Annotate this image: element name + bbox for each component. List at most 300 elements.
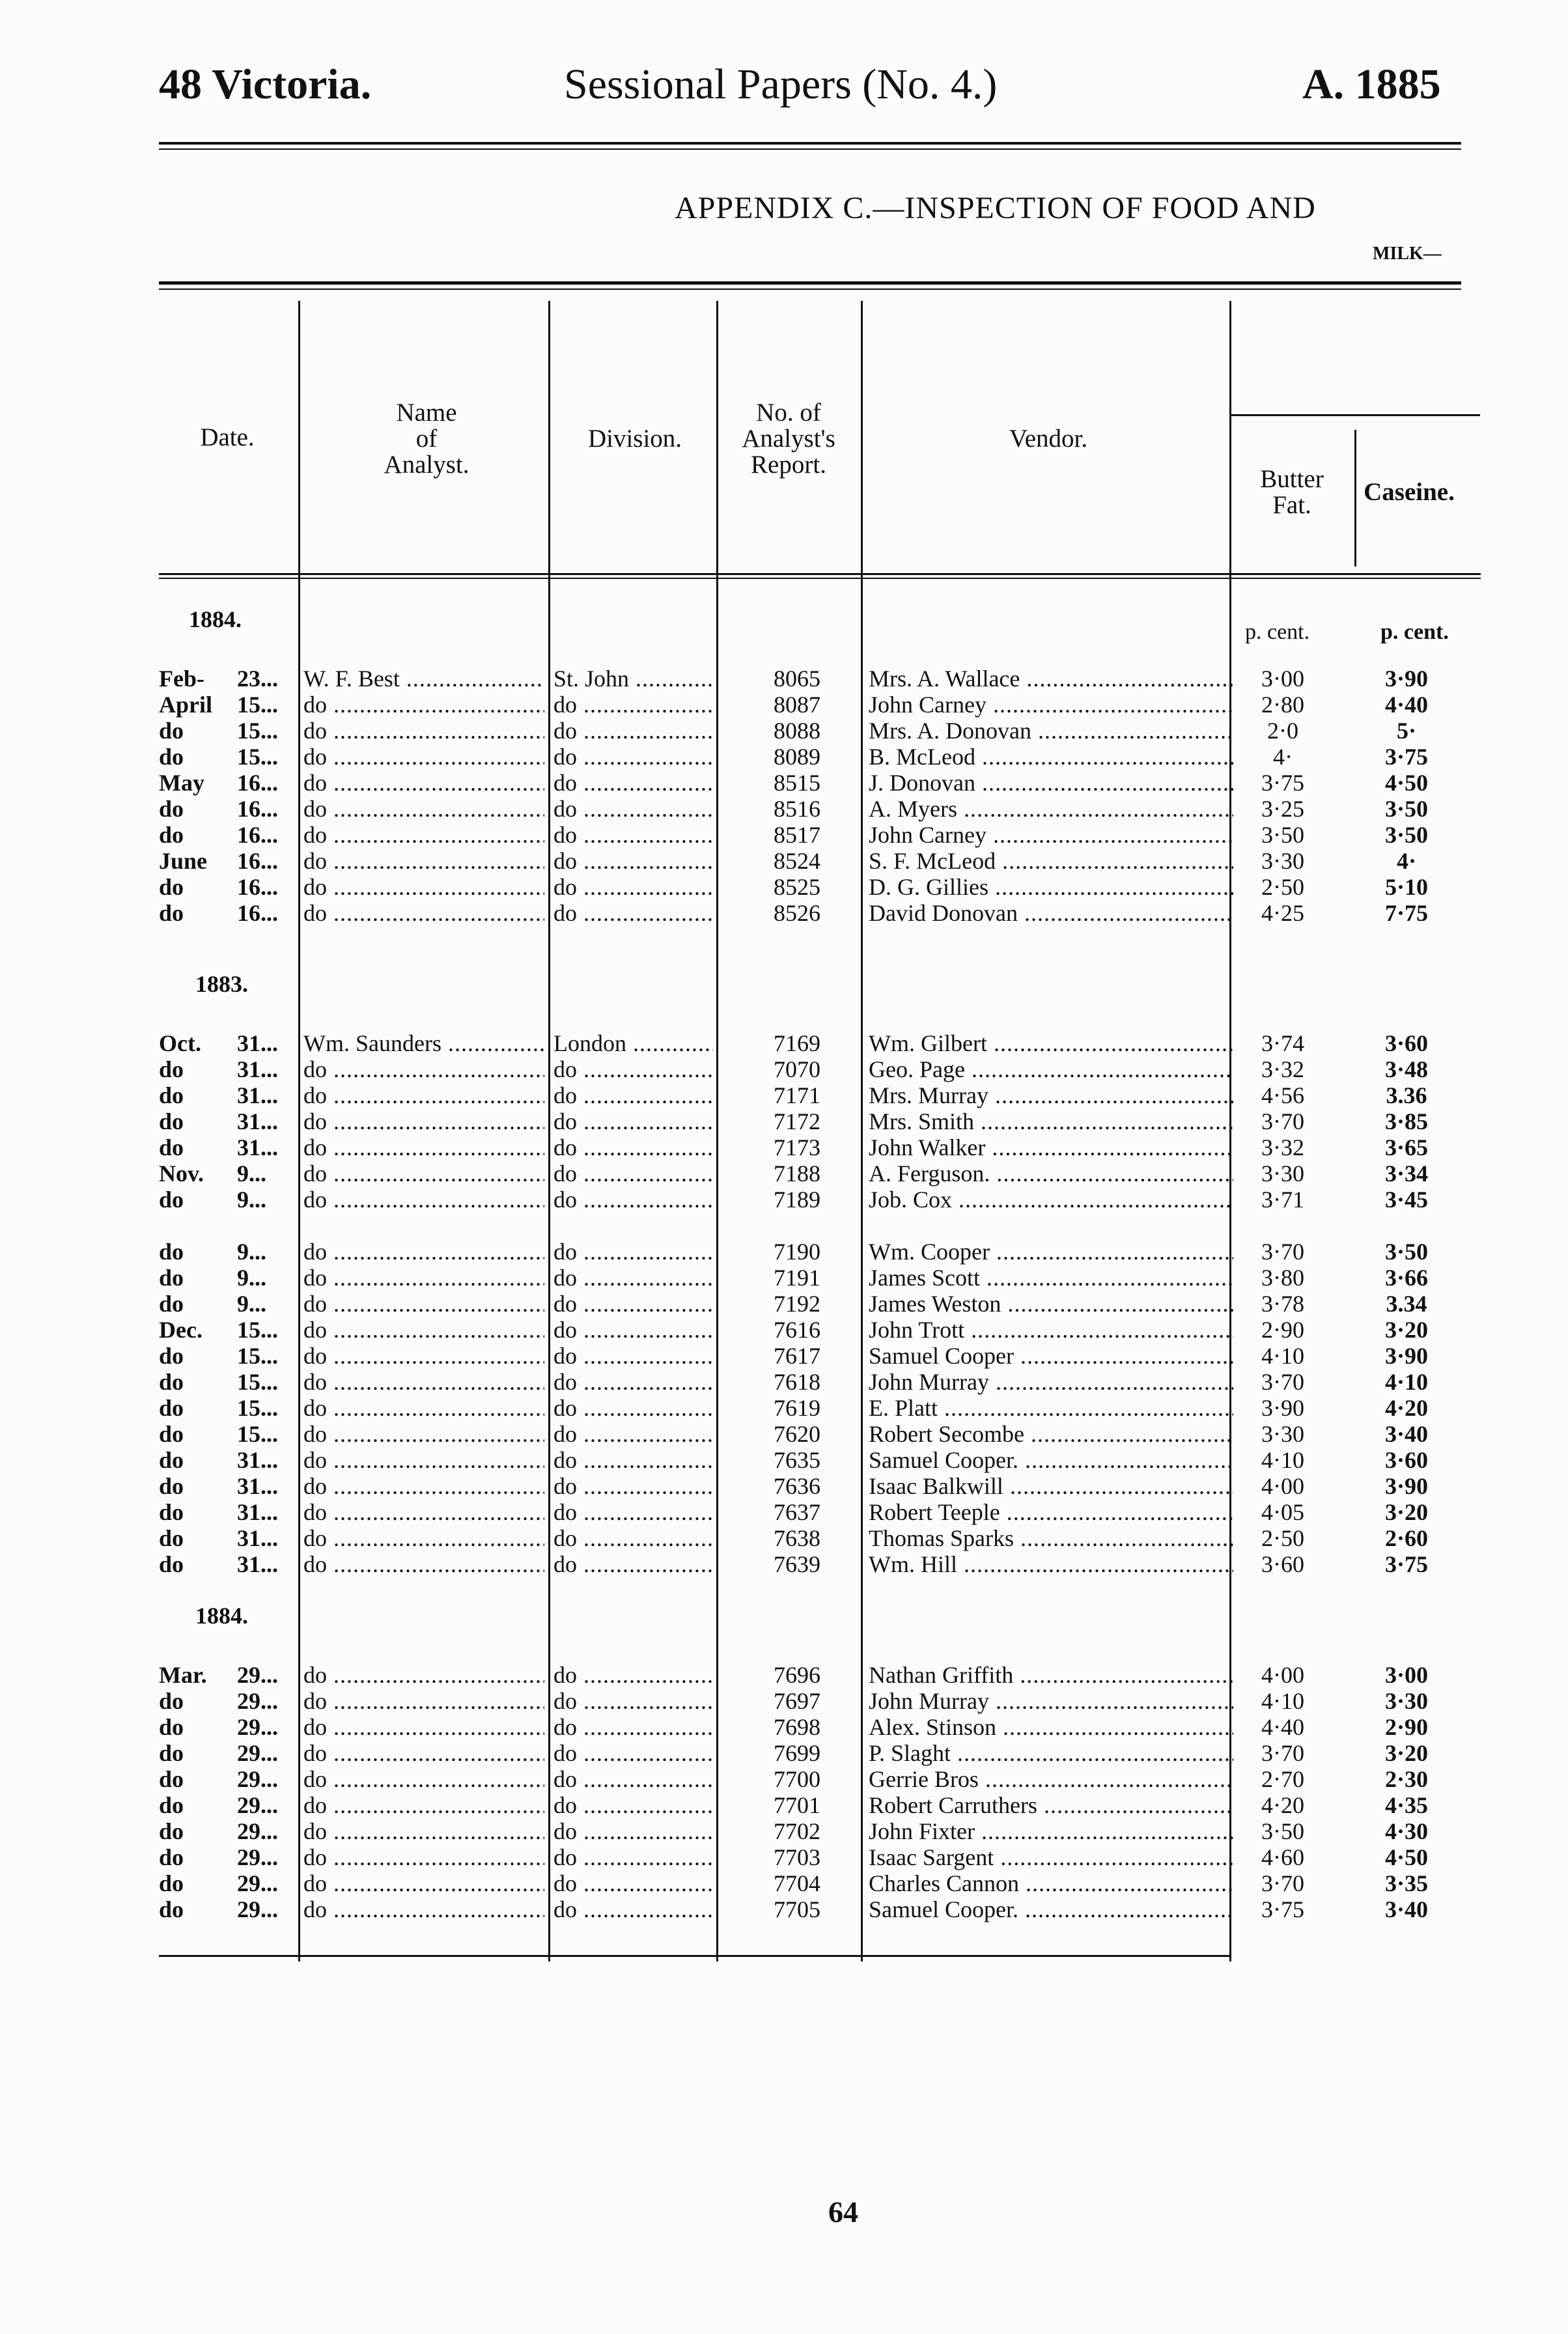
butter-fat-cell: 3·70 (1261, 1740, 1304, 1766)
butter-fat-cell: 4·60 (1261, 1844, 1304, 1870)
table-row (0, 1447, 1568, 1473)
division-cell: do ..... (553, 718, 713, 744)
analyst-cell: do ..... (303, 1740, 544, 1766)
date-month: do (159, 1792, 184, 1818)
caseine-cell: 3·34 (1384, 1160, 1428, 1187)
date-day: 29... (237, 1766, 278, 1792)
analyst-cell: do ..... (303, 796, 544, 822)
date-cell (159, 874, 292, 900)
col-head-butter-fat: Butter Fat. (1260, 465, 1324, 519)
table-row (0, 822, 1568, 848)
date-day: 15... (237, 1343, 278, 1369)
analyst-cell: do ..... (303, 1896, 544, 1922)
analyst-cell: do ..... (303, 822, 544, 848)
division-cell: do ..... (553, 1108, 713, 1134)
analyst-cell: do ..... (303, 1473, 544, 1499)
division-cell: do ..... (553, 1134, 713, 1160)
butter-fat-cell: 4·20 (1261, 1792, 1304, 1818)
col-head-caseine: Caseine. (1364, 478, 1455, 506)
butter-fat-cell: 3·30 (1261, 1421, 1304, 1447)
division-cell: do ..... (553, 900, 713, 926)
caseine-cell: 3·35 (1384, 1870, 1428, 1896)
date-cell (159, 1239, 292, 1265)
butter-fat-cell: 3·50 (1261, 822, 1304, 848)
butter-fat-cell: 4·10 (1261, 1343, 1304, 1369)
milk-group-rule (1229, 414, 1480, 416)
date-day: 9... (237, 1239, 266, 1265)
vendor-cell: Robert Secombe ..... (869, 1421, 1233, 1447)
analyst-cell: W. F. Best ..... (303, 666, 544, 692)
division-cell: do ..... (553, 1082, 713, 1108)
vendor-cell: Robert Teeple ..... (869, 1499, 1233, 1525)
report-number-cell: 7701 (774, 1792, 820, 1818)
date-cell (159, 1291, 292, 1317)
date-month: do (159, 1343, 184, 1369)
date-cell (159, 848, 292, 874)
report-number-cell: 8517 (774, 822, 820, 848)
date-day: 9... (237, 1265, 266, 1291)
vendor-cell: James Weston ..... (869, 1291, 1233, 1317)
date-day: 31... (237, 1082, 278, 1108)
caseine-cell: 3·90 (1384, 1473, 1428, 1499)
table-row (0, 666, 1568, 692)
division-cell: do ..... (553, 1187, 713, 1213)
date-month: do (159, 1265, 184, 1291)
unit-butter-fat: p. cent. (1245, 620, 1310, 644)
caseine-cell: 3·50 (1384, 796, 1428, 822)
date-day: 31... (237, 1030, 278, 1056)
vendor-cell: James Scott ..... (869, 1265, 1233, 1291)
butter-fat-cell: 4· (1273, 744, 1293, 770)
date-cell (159, 692, 292, 718)
date-cell (159, 1421, 292, 1447)
analyst-cell: do ..... (303, 1525, 544, 1551)
table-row (0, 1551, 1568, 1577)
analyst-cell: do ..... (303, 744, 544, 770)
table-bottom-rule (159, 1955, 1231, 1957)
division-cell: do ..... (553, 1369, 713, 1395)
division-cell: do ..... (553, 1291, 713, 1317)
analyst-cell: do ..... (303, 718, 544, 744)
vendor-cell: Gerrie Bros ..... (869, 1766, 1233, 1792)
report-number-cell: 7188 (774, 1160, 820, 1187)
caseine-cell: 3·20 (1384, 1499, 1428, 1525)
analyst-cell: do ..... (303, 1056, 544, 1082)
vendor-cell: Job. Cox ..... (869, 1187, 1233, 1213)
vendor-cell: Alex. Stinson ..... (869, 1714, 1233, 1740)
date-day: 31... (237, 1056, 278, 1082)
analyst-cell: do ..... (303, 1317, 544, 1343)
table-row (0, 1108, 1568, 1134)
date-cell (159, 1030, 292, 1056)
report-number-cell: 7702 (774, 1818, 820, 1844)
appendix-subtitle: MILK— (1373, 244, 1442, 264)
date-day: 15... (237, 1395, 278, 1421)
table-row (0, 1714, 1568, 1740)
date-cell (159, 718, 292, 744)
division-cell: do ..... (553, 1395, 713, 1421)
analyst-cell: do ..... (303, 900, 544, 926)
vendor-cell: Wm. Cooper ..... (869, 1239, 1233, 1265)
vendor-cell: Charles Cannon ..... (869, 1870, 1233, 1896)
date-month: do (159, 1291, 184, 1317)
date-month: do (159, 718, 184, 744)
header-left: 48 Victoria. (159, 61, 372, 108)
header-center: Sessional Papers (No. 4.) (564, 61, 998, 108)
date-cell (159, 770, 292, 796)
date-month: April (159, 692, 213, 718)
report-number-cell: 8065 (774, 666, 820, 692)
division-cell: do ..... (553, 1317, 713, 1343)
caseine-cell: 3·50 (1384, 822, 1428, 848)
caseine-cell: 5· (1396, 718, 1416, 744)
analyst-cell: do ..... (303, 1369, 544, 1395)
analyst-cell: do ..... (303, 1662, 544, 1688)
division-cell: do ..... (553, 1525, 713, 1551)
analyst-cell: do ..... (303, 1082, 544, 1108)
caseine-cell: 3·30 (1384, 1688, 1428, 1714)
date-day: 9... (237, 1160, 266, 1187)
date-month: do (159, 1369, 184, 1395)
date-cell (159, 1896, 292, 1922)
vendor-cell: Wm. Hill ..... (869, 1551, 1233, 1577)
analyst-cell: do ..... (303, 1343, 544, 1369)
analyst-cell: Wm. Saunders ..... (303, 1030, 544, 1056)
butter-fat-cell: 3·70 (1261, 1870, 1304, 1896)
vendor-cell: John Fixter ..... (869, 1818, 1233, 1844)
date-month: do (159, 1688, 184, 1714)
report-number-cell: 7169 (774, 1030, 820, 1056)
date-month: Mar. (159, 1662, 207, 1688)
caseine-cell: 3·65 (1384, 1134, 1428, 1160)
date-month: do (159, 1108, 184, 1134)
vendor-cell: J. Donovan ..... (869, 770, 1233, 796)
division-cell: do ..... (553, 1662, 713, 1688)
table-row (0, 796, 1568, 822)
table-row (0, 1662, 1568, 1688)
butter-fat-cell: 3·78 (1261, 1291, 1304, 1317)
report-number-cell: 8515 (774, 770, 820, 796)
caseine-cell: 3·90 (1384, 1343, 1428, 1369)
report-number-cell: 7698 (774, 1714, 820, 1740)
date-day: 29... (237, 1818, 278, 1844)
vendor-cell: John Murray ..... (869, 1369, 1233, 1395)
date-cell (159, 1792, 292, 1818)
analyst-cell: do ..... (303, 692, 544, 718)
vendor-cell: Nathan Griffith ..... (869, 1662, 1233, 1688)
table-row (0, 718, 1568, 744)
vendor-cell: Mrs. A. Wallace ..... (869, 666, 1233, 692)
vendor-cell: Isaac Balkwill ..... (869, 1473, 1233, 1499)
date-month: do (159, 874, 184, 900)
vendor-cell: A. Ferguson. ..... (869, 1160, 1233, 1187)
division-cell: do ..... (553, 692, 713, 718)
caseine-cell: 3·75 (1384, 744, 1428, 770)
col-head-report: No. of Analyst's Report. (742, 399, 835, 479)
caseine-cell: 3.36 (1386, 1082, 1427, 1108)
col-divider-6 (1354, 430, 1356, 567)
vendor-cell: Samuel Cooper. ..... (869, 1447, 1233, 1473)
date-month: do (159, 1056, 184, 1082)
date-day: 15... (237, 692, 278, 718)
caseine-cell: 4·40 (1384, 692, 1428, 718)
report-number-cell: 7618 (774, 1369, 820, 1395)
report-number-cell: 7639 (774, 1551, 820, 1577)
table-row (0, 1499, 1568, 1525)
date-cell (159, 1662, 292, 1688)
butter-fat-cell: 4·10 (1261, 1447, 1304, 1473)
date-month: do (159, 1740, 184, 1766)
date-month: do (159, 1714, 184, 1740)
division-cell: do ..... (553, 1447, 713, 1473)
date-cell (159, 1473, 292, 1499)
date-cell (159, 1108, 292, 1134)
analyst-cell: do ..... (303, 1818, 544, 1844)
analyst-cell: do ..... (303, 770, 544, 796)
date-cell (159, 1447, 292, 1473)
date-cell (159, 744, 292, 770)
report-number-cell: 8525 (774, 874, 820, 900)
report-number-cell: 7173 (774, 1134, 820, 1160)
report-number-cell: 7699 (774, 1740, 820, 1766)
caseine-cell: 3·45 (1384, 1187, 1428, 1213)
table-row (0, 1766, 1568, 1792)
butter-fat-cell: 3·80 (1261, 1265, 1304, 1291)
date-day: 29... (237, 1870, 278, 1896)
date-day: 31... (237, 1499, 278, 1525)
butter-fat-cell: 3·30 (1261, 848, 1304, 874)
division-cell: do ..... (553, 1265, 713, 1291)
butter-fat-cell: 2·70 (1261, 1766, 1304, 1792)
analyst-cell: do ..... (303, 1447, 544, 1473)
report-number-cell: 7190 (774, 1239, 820, 1265)
date-day: 16... (237, 796, 278, 822)
date-cell (159, 822, 292, 848)
caseine-cell: 3.34 (1386, 1291, 1427, 1317)
date-cell (159, 666, 292, 692)
report-number-cell: 8526 (774, 900, 820, 926)
date-day: 16... (237, 770, 278, 796)
date-cell (159, 1317, 292, 1343)
vendor-cell: Wm. Gilbert ..... (869, 1030, 1233, 1056)
head-rule-1 (159, 573, 1481, 575)
unit-caseine: p. cent. (1380, 620, 1449, 644)
butter-fat-cell: 4·00 (1261, 1662, 1304, 1688)
date-day: 9... (237, 1187, 266, 1213)
division-cell: do ..... (553, 1688, 713, 1714)
date-cell (159, 1187, 292, 1213)
caseine-cell: 4·50 (1384, 770, 1428, 796)
caseine-cell: 4·50 (1384, 1844, 1428, 1870)
appendix-title: APPENDIX C.—INSPECTION OF FOOD AND (675, 191, 1316, 225)
table-row (0, 1056, 1568, 1082)
butter-fat-cell: 2·0 (1267, 718, 1298, 744)
analyst-cell: do ..... (303, 1421, 544, 1447)
date-month: May (159, 770, 204, 796)
date-cell (159, 1766, 292, 1792)
report-number-cell: 7189 (774, 1187, 820, 1213)
vendor-cell: Isaac Sargent ..... (869, 1844, 1233, 1870)
division-cell: London ..... (553, 1030, 713, 1056)
vendor-cell: Mrs. A. Donovan ..... (869, 718, 1233, 744)
report-number-cell: 7619 (774, 1395, 820, 1421)
date-month: do (159, 900, 184, 926)
table-top-rule (159, 281, 1461, 285)
vendor-cell: Samuel Cooper ..... (869, 1343, 1233, 1369)
report-number-cell: 7696 (774, 1662, 820, 1688)
date-cell (159, 900, 292, 926)
table-row (0, 1187, 1568, 1213)
table-row (0, 1082, 1568, 1108)
date-month: do (159, 1421, 184, 1447)
date-cell (159, 1844, 292, 1870)
butter-fat-cell: 4·56 (1261, 1082, 1304, 1108)
col-head-analyst: Name of Analyst. (384, 399, 469, 479)
date-month: Feb- (159, 666, 204, 692)
col-head-division: Division. (587, 425, 682, 453)
butter-fat-cell: 2·50 (1261, 874, 1304, 900)
vendor-cell: Samuel Cooper. ..... (869, 1896, 1233, 1922)
date-day: 9... (237, 1291, 266, 1317)
date-cell (159, 1551, 292, 1577)
analyst-cell: do ..... (303, 1160, 544, 1187)
vendor-cell: John Trott ..... (869, 1317, 1233, 1343)
date-cell (159, 1369, 292, 1395)
analyst-cell: do ..... (303, 1870, 544, 1896)
vendor-cell: John Murray ..... (869, 1688, 1233, 1714)
date-month: do (159, 1082, 184, 1108)
date-day: 31... (237, 1473, 278, 1499)
butter-fat-cell: 3·71 (1261, 1187, 1304, 1213)
date-cell (159, 1343, 292, 1369)
table-row (0, 1030, 1568, 1056)
header-rule-bottom (159, 148, 1461, 150)
date-day: 23... (237, 666, 278, 692)
division-cell: do ..... (553, 1343, 713, 1369)
date-month: Nov. (159, 1160, 204, 1187)
date-day: 29... (237, 1662, 278, 1688)
caseine-cell: 3·75 (1384, 1551, 1428, 1577)
table-row (0, 1844, 1568, 1870)
header-right: A. 1885 (1302, 61, 1441, 108)
report-number-cell: 7171 (774, 1082, 820, 1108)
report-number-cell: 7070 (774, 1056, 820, 1082)
caseine-cell: 3·50 (1384, 1239, 1428, 1265)
table-row (0, 1395, 1568, 1421)
date-month: do (159, 1239, 184, 1265)
analyst-cell: do ..... (303, 1239, 544, 1265)
butter-fat-cell: 4·40 (1261, 1714, 1304, 1740)
division-cell: do ..... (553, 1844, 713, 1870)
butter-fat-cell: 4·05 (1261, 1499, 1304, 1525)
division-cell: do ..... (553, 1239, 713, 1265)
date-cell (159, 1056, 292, 1082)
division-cell: do ..... (553, 1818, 713, 1844)
table-row (0, 1265, 1568, 1291)
caseine-cell: 2·30 (1384, 1766, 1428, 1792)
butter-fat-cell: 3·70 (1261, 1239, 1304, 1265)
date-day: 15... (237, 1369, 278, 1395)
butter-fat-cell: 4·25 (1261, 900, 1304, 926)
analyst-cell: do ..... (303, 1714, 544, 1740)
analyst-cell: do ..... (303, 1551, 544, 1577)
table-row (0, 874, 1568, 900)
vendor-cell: S. F. McLeod ..... (869, 848, 1233, 874)
report-number-cell: 8089 (774, 744, 820, 770)
date-day: 31... (237, 1551, 278, 1577)
division-cell: do ..... (553, 1740, 713, 1766)
head-rule-2 (159, 578, 1481, 579)
date-day: 15... (237, 1421, 278, 1447)
caseine-cell: 7·75 (1384, 900, 1428, 926)
table-row (0, 1792, 1568, 1818)
butter-fat-cell: 3·32 (1261, 1056, 1304, 1082)
caseine-cell: 3·00 (1384, 1662, 1428, 1688)
date-day: 29... (237, 1688, 278, 1714)
report-number-cell: 7700 (774, 1766, 820, 1792)
date-cell (159, 1160, 292, 1187)
date-month: do (159, 1818, 184, 1844)
date-day: 29... (237, 1714, 278, 1740)
division-cell: do ..... (553, 1421, 713, 1447)
report-number-cell: 7617 (774, 1343, 820, 1369)
butter-fat-cell: 3·75 (1261, 770, 1304, 796)
division-cell: do ..... (553, 1714, 713, 1740)
table-row (0, 1369, 1568, 1395)
vendor-cell: John Carney ..... (869, 692, 1233, 718)
date-month: do (159, 1134, 184, 1160)
table-row (0, 770, 1568, 796)
date-day: 16... (237, 874, 278, 900)
table-row (0, 1473, 1568, 1499)
vendor-cell: Mrs. Smith ..... (869, 1108, 1233, 1134)
butter-fat-cell: 3·50 (1261, 1818, 1304, 1844)
table-row (0, 1239, 1568, 1265)
caseine-cell: 4·35 (1384, 1792, 1428, 1818)
date-day: 15... (237, 718, 278, 744)
vendor-cell: Mrs. Murray ..... (869, 1082, 1233, 1108)
date-month: Oct. (159, 1030, 201, 1056)
caseine-cell: 4· (1396, 848, 1416, 874)
division-cell: do ..... (553, 1056, 713, 1082)
table-row (0, 1525, 1568, 1551)
division-cell: do ..... (553, 744, 713, 770)
date-day: 31... (237, 1134, 278, 1160)
vendor-cell: John Walker ..... (869, 1134, 1233, 1160)
division-cell: do ..... (553, 822, 713, 848)
date-month: do (159, 1870, 184, 1896)
analyst-cell: do ..... (303, 1108, 544, 1134)
report-number-cell: 8524 (774, 848, 820, 874)
vendor-cell: John Carney ..... (869, 822, 1233, 848)
table-row (0, 1134, 1568, 1160)
analyst-cell: do ..... (303, 1766, 544, 1792)
report-number-cell: 7191 (774, 1265, 820, 1291)
col-head-vendor: Vendor. (1009, 425, 1088, 453)
table-row (0, 900, 1568, 926)
caseine-cell: 3·20 (1384, 1740, 1428, 1766)
date-cell (159, 1714, 292, 1740)
date-day: 16... (237, 900, 278, 926)
date-month: do (159, 1447, 184, 1473)
report-number-cell: 7704 (774, 1870, 820, 1896)
report-number-cell: 8516 (774, 796, 820, 822)
butter-fat-cell: 2·50 (1261, 1525, 1304, 1551)
caseine-cell: 4·30 (1384, 1818, 1428, 1844)
report-number-cell: 8088 (774, 718, 820, 744)
date-cell (159, 1082, 292, 1108)
col-head-date: Date. (200, 423, 255, 451)
